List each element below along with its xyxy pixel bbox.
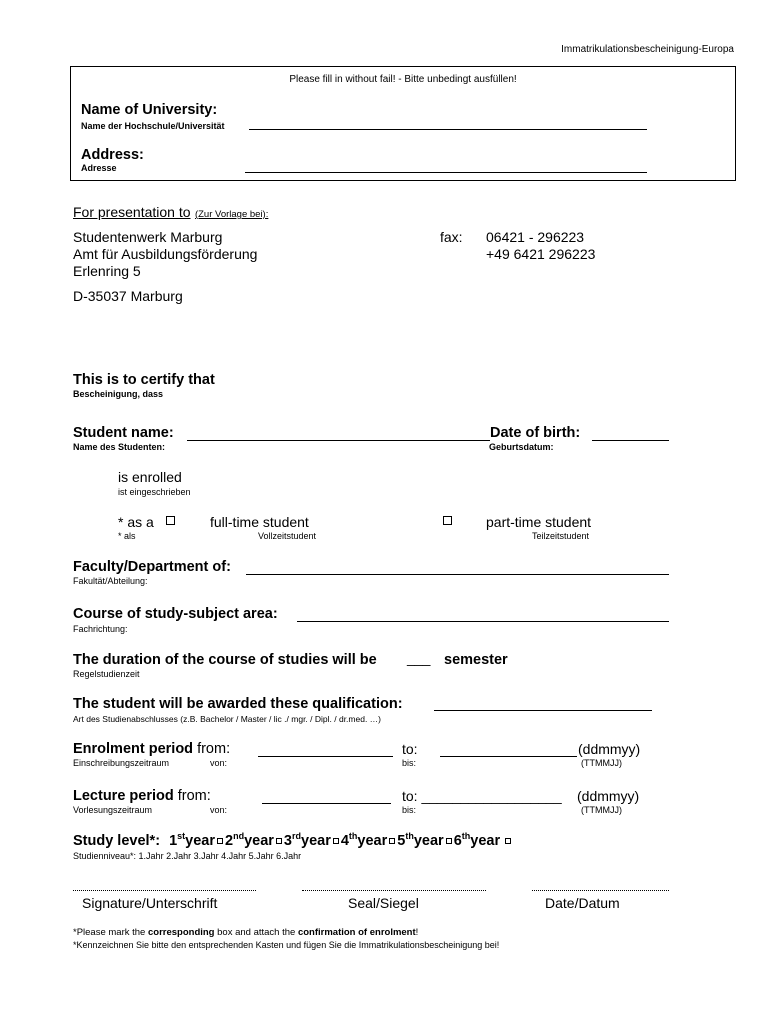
duration-unit: semester — [444, 652, 508, 668]
presentation-label: For presentation to (Zur Vorlage bei): — [73, 204, 269, 220]
university-label: Name of University: — [81, 102, 218, 118]
enrolment-from-field[interactable] — [258, 756, 393, 757]
university-field[interactable] — [249, 129, 647, 130]
duration-label: The duration of the course of studies will be — [73, 652, 377, 668]
enrolment-period-label: Enrolment period from: — [73, 741, 231, 757]
enrolment-format: (ddmmyy) — [578, 741, 641, 757]
duration-sub: Regelstudienzeit — [73, 669, 140, 679]
enrolled-sub: ist eingeschrieben — [118, 487, 191, 497]
parttime-label: part-time student — [486, 514, 592, 530]
study-level-checkbox-3[interactable] — [333, 838, 339, 844]
study-level-checkbox-1[interactable] — [217, 838, 223, 844]
study-level-sub: Studienniveau*: 1.Jahr 2.Jahr 3.Jahr 4.Jahr 5.Jahr 6.Jahr — [73, 851, 302, 861]
address-line-1: Studentenwerk Marburg — [73, 229, 223, 245]
study-level-year-4: 4thyear — [341, 833, 395, 849]
address-sub: Adresse — [81, 163, 117, 173]
enrolment-format-sub: (TTMMJJ) — [581, 758, 622, 768]
qualification-field[interactable] — [434, 710, 652, 711]
dob-field[interactable] — [592, 440, 669, 441]
as-a-sub: * als — [118, 531, 136, 541]
lecture-from-field[interactable] — [262, 803, 391, 804]
course-label: Course of study-subject area: — [73, 606, 278, 622]
dob-sub: Geburtsdatum: — [489, 442, 554, 452]
as-a-label: * as a — [118, 514, 154, 530]
study-level-year-2: 2ndyear — [225, 833, 282, 849]
qualification-label: The student will be awarded these qualification: — [73, 696, 403, 712]
study-level-year-1: 1styear — [169, 833, 223, 849]
study-level-checkbox-5[interactable] — [446, 838, 452, 844]
seal-label: Seal/Siegel — [348, 895, 419, 911]
fax-number-1: 06421 - 296223 — [486, 229, 585, 245]
study-level-year-5: 5thyear — [397, 833, 451, 849]
faculty-sub: Fakultät/Abteilung: — [73, 576, 148, 586]
faculty-label: Faculty/Department of: — [73, 559, 231, 575]
lecture-format: (ddmmyy) — [577, 788, 640, 804]
lecture-format-sub: (TTMMJJ) — [581, 805, 622, 815]
fulltime-label: full-time student — [210, 514, 309, 530]
study-level-checkbox-4[interactable] — [389, 838, 395, 844]
fax-number-2: +49 6421 296223 — [486, 246, 596, 262]
faculty-field[interactable] — [246, 574, 669, 575]
signature-line[interactable] — [73, 890, 256, 891]
enrolment-from-sub: von: — [210, 758, 228, 768]
footnote-de: *Kennzeichnen Sie bitte den entsprechenden Kasten und fügen Sie die Immatrikulationsbescheinigung bei! — [73, 940, 500, 950]
student-name-field[interactable] — [187, 440, 490, 441]
study-level-year-3: 3rdyear — [284, 833, 339, 849]
study-level-checkbox-6[interactable] — [505, 838, 511, 844]
address-line-3: Erlenring 5 — [73, 263, 141, 279]
lecture-to-label: to: __________________ — [402, 788, 562, 804]
dob-label: Date of birth: — [490, 425, 581, 441]
lecture-to-field[interactable]: __________________ — [421, 788, 562, 804]
date-label: Date/Datum — [545, 895, 620, 911]
lecture-to-sub: bis: — [402, 805, 417, 815]
enrolment-to-field[interactable] — [440, 756, 577, 757]
enrolment-period-sub: Einschreibungszeitraum — [73, 758, 170, 768]
seal-line[interactable] — [302, 890, 486, 891]
study-level-year-6: 6thyear — [454, 833, 511, 849]
fill-instruction: Please fill in without fail! - Bitte unbedingt ausfüllen! — [289, 74, 517, 85]
study-level-row — [73, 831, 511, 849]
lecture-period-label: Lecture period from: — [73, 788, 211, 804]
duration-field[interactable]: ___ — [407, 650, 431, 666]
address-line-2: Amt für Ausbildungsförderung — [73, 246, 258, 262]
student-name-sub: Name des Studenten: — [73, 442, 166, 452]
university-sub: Name der Hochschule/Universität — [81, 121, 225, 131]
lecture-period-sub: Vorlesungszeitraum — [73, 805, 153, 815]
enrolment-to-sub: bis: — [402, 758, 417, 768]
university-box — [70, 66, 736, 181]
course-sub: Fachrichtung: — [73, 624, 128, 634]
form-id: Immatrikulationsbescheinigung-Europa — [561, 44, 734, 55]
study-level-checkbox-2[interactable] — [276, 838, 282, 844]
fulltime-sub: Vollzeitstudent — [258, 531, 317, 541]
course-field[interactable] — [297, 621, 669, 622]
parttime-checkbox[interactable] — [443, 516, 452, 525]
enrolment-to-label: to: — [402, 741, 418, 757]
enrolled-label: is enrolled — [118, 469, 182, 485]
lecture-from-sub: von: — [210, 805, 228, 815]
certify-sub: Bescheinigung, dass — [73, 389, 164, 399]
student-name-label: Student name: — [73, 425, 174, 441]
study-level-label: Study level*: — [73, 832, 161, 849]
fulltime-checkbox[interactable] — [166, 516, 175, 525]
footnote-en: *Please mark the corresponding box and attach the confirmation of enrolment! — [73, 927, 419, 938]
parttime-sub: Teilzeitstudent — [532, 531, 590, 541]
fax-label: fax: — [440, 229, 463, 245]
address-field[interactable] — [245, 172, 647, 173]
qualification-sub: Art des Studienabschlusses (z.B. Bachelor / Master / lic ./ mgr. / Dipl. / dr.med. …) — [73, 714, 382, 724]
address-line-4: D-35037 Marburg — [73, 288, 183, 304]
certify-title: This is to certify that — [73, 372, 215, 388]
date-line[interactable] — [532, 890, 669, 891]
signature-label: Signature/Unterschrift — [82, 895, 218, 911]
address-label: Address: — [81, 147, 144, 163]
